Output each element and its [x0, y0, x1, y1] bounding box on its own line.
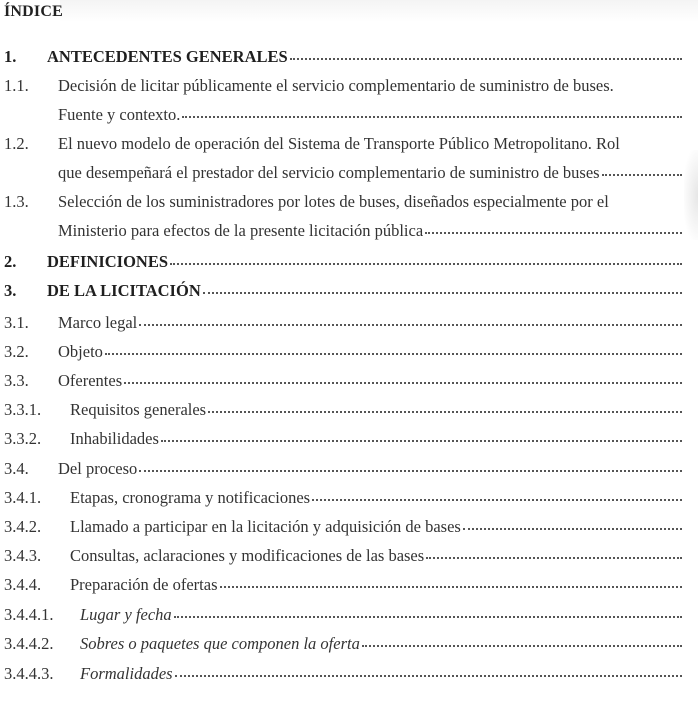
toc-entry-text: DEFINICIONES: [47, 252, 169, 271]
toc-entry-number: 3.4.4.2.: [4, 634, 54, 653]
dot-leader: [208, 411, 682, 413]
toc-entry-text: Oferentes: [58, 371, 123, 390]
toc-entry-text: Marco legal: [58, 313, 138, 332]
toc-entry-text: Del proceso: [58, 459, 138, 478]
toc-entry-number: 1.: [4, 47, 17, 66]
dot-leader: [602, 174, 682, 176]
toc-title: ÍNDICE: [4, 3, 63, 20]
dot-leader: [124, 382, 682, 384]
toc-entry-3-3[interactable]: [4, 369, 682, 393]
toc-entry-number: 3.4.4.1.: [4, 605, 54, 624]
dot-leader: [105, 353, 682, 355]
toc-entry-number: 3.: [4, 281, 17, 300]
toc-entry-number: 3.4.1.: [4, 488, 42, 507]
page-shadow-top: [60, 0, 698, 22]
dot-leader: [174, 616, 682, 618]
toc-entry-1[interactable]: [4, 45, 682, 69]
toc-entry-text-continuation: Ministerio para efectos de la presente licitación pública: [58, 221, 424, 240]
toc-entry-text: Decisión de licitar públicamente el servicio complementario de suministro de buses.: [58, 76, 614, 95]
toc-entry-text-continuation: Fuente y contexto.: [58, 105, 181, 124]
toc-entry-text: DE LA LICITACIÓN: [47, 281, 201, 300]
toc-entry-number: 3.4.2.: [4, 517, 42, 536]
dot-leader: [220, 586, 682, 588]
toc-entry-text: Sobres o paquetes que componen la oferta: [80, 634, 360, 653]
dot-leader: [182, 116, 682, 118]
toc-entry-1-2-continuation[interactable]: [58, 161, 682, 185]
dot-leader: [425, 232, 682, 234]
toc-entry-3-1[interactable]: [4, 311, 682, 335]
dot-leader: [312, 499, 682, 501]
toc-entry-3-4-4-2[interactable]: [4, 632, 682, 656]
toc-entry-text: Selección de los suministradores por lotes de buses, diseñados especialmente por el: [58, 192, 609, 211]
toc-entry-text: Etapas, cronograma y notificaciones: [70, 488, 311, 507]
dot-leader: [175, 675, 682, 677]
toc-entry-number: 3.1.: [4, 313, 29, 332]
toc-entry-3-4-3[interactable]: [4, 544, 682, 568]
dot-leader: [203, 292, 682, 294]
toc-entry-text: Llamado a participar en la licitación y adquisición de bases: [70, 517, 461, 536]
toc-entry-text: Formalidades: [80, 664, 173, 683]
toc-entry-3[interactable]: [4, 279, 682, 303]
toc-entry-3-3-2[interactable]: [4, 427, 682, 451]
toc-entry-3-4-4-1[interactable]: [4, 603, 682, 627]
toc-entry-3-4-2[interactable]: [4, 515, 682, 539]
toc-entry-text: ANTECEDENTES GENERALES: [47, 47, 288, 66]
toc-entry-text: Requisitos generales: [70, 400, 207, 419]
toc-entry-text: Inhabilidades: [70, 429, 159, 448]
dot-leader: [161, 440, 682, 442]
toc-entry-text: Preparación de ofertas: [70, 575, 218, 594]
toc-entry-number: 3.4.: [4, 459, 29, 478]
toc-entry-text-continuation: que desempeñará el prestador del servicio complementario de suministro de buses: [58, 163, 600, 182]
toc-entry-1-3-continuation[interactable]: [58, 219, 682, 243]
toc-entry-3-3-1[interactable]: [4, 398, 682, 422]
toc-entry-number: 2.: [4, 252, 17, 271]
toc-entry-text: Consultas, aclaraciones y modificaciones de las bases: [70, 546, 425, 565]
toc-entry-3-4[interactable]: [4, 457, 682, 481]
toc-entry-1-2[interactable]: [4, 132, 682, 156]
toc-entry-1-1-continuation[interactable]: [58, 103, 682, 127]
dot-leader: [290, 58, 682, 60]
toc-entry-3-2[interactable]: [4, 340, 682, 364]
toc-entry-number: 3.2.: [4, 342, 29, 361]
toc-entry-text: El nuevo modelo de operación del Sistema de Transporte Público Metropolitano. Rol: [58, 134, 620, 153]
toc-entry-3-4-4[interactable]: [4, 573, 682, 597]
toc-entry-number: 3.3.1.: [4, 400, 42, 419]
toc-entry-number: 3.3.2.: [4, 429, 42, 448]
toc-entry-number: 3.4.4.3.: [4, 664, 54, 683]
dot-leader: [426, 557, 682, 559]
toc-entry-1-3[interactable]: [4, 190, 682, 214]
toc-entry-2[interactable]: [4, 250, 682, 274]
toc-entry-text: Objeto: [58, 342, 103, 361]
page-shadow-right: [684, 150, 698, 240]
toc-entry-number: 3.3.: [4, 371, 29, 390]
toc-entry-number: 1.3.: [4, 192, 29, 211]
dot-leader: [362, 645, 682, 647]
dot-leader: [139, 470, 682, 472]
dot-leader: [170, 263, 682, 265]
toc-entry-3-4-1[interactable]: [4, 486, 682, 510]
toc-entry-1-1[interactable]: [4, 74, 682, 98]
dot-leader: [139, 324, 682, 326]
toc-entry-3-4-4-3[interactable]: [4, 662, 682, 686]
toc-entry-number: 3.4.3.: [4, 546, 42, 565]
toc-entry-text: Lugar y fecha: [80, 605, 172, 624]
toc-entry-number: 3.4.4.: [4, 575, 42, 594]
toc-entry-number: 1.2.: [4, 134, 29, 153]
dot-leader: [463, 528, 682, 530]
toc-entry-number: 1.1.: [4, 76, 29, 95]
